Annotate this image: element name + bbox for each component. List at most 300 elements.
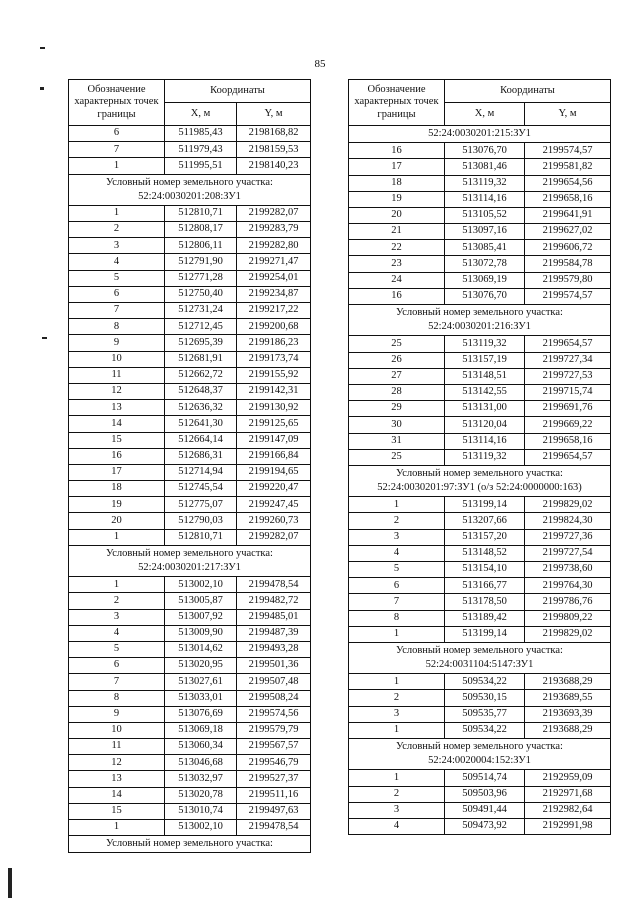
x-coordinate-cell: 513076,70 xyxy=(445,288,525,304)
y-coordinate-cell: 2199501,36 xyxy=(237,658,311,674)
table-row xyxy=(349,513,611,529)
x-coordinate-cell: 513199,14 xyxy=(445,497,525,513)
y-coordinate-cell: 2199282,07 xyxy=(237,205,311,221)
land-plot-number: Условный номер земельного участка: 52:24:0030201:216:ЗУ1 xyxy=(349,305,611,336)
x-coordinate-cell: 509473,92 xyxy=(445,818,525,834)
point-cell: 24 xyxy=(349,272,445,288)
point-cell: 3 xyxy=(349,802,445,818)
x-coordinate-cell: 513076,69 xyxy=(165,706,237,722)
table-row xyxy=(349,368,611,384)
y-coordinate-cell: 2199485,01 xyxy=(237,609,311,625)
y-coordinate-cell: 2199809,22 xyxy=(525,610,611,626)
y-coordinate-cell: 2199579,80 xyxy=(525,272,611,288)
y-coordinate-cell: 2199217,22 xyxy=(237,303,311,319)
section-row xyxy=(349,739,611,770)
table-row xyxy=(349,175,611,191)
x-coordinate-cell: 513085,41 xyxy=(445,240,525,256)
y-coordinate-cell: 2199738,60 xyxy=(525,561,611,577)
table-row xyxy=(69,803,311,819)
section-row xyxy=(69,836,311,853)
table-row xyxy=(349,417,611,433)
point-cell: 6 xyxy=(69,286,165,302)
x-coordinate-cell: 509514,74 xyxy=(445,770,525,786)
x-coordinate-cell: 513069,18 xyxy=(165,722,237,738)
y-coordinate-cell: 2199654,57 xyxy=(525,449,611,465)
table-row xyxy=(69,448,311,464)
coordinates-table-right xyxy=(348,79,611,835)
section-row xyxy=(69,545,311,576)
table-row xyxy=(349,722,611,738)
x-coordinate-cell: 512806,11 xyxy=(165,238,237,254)
x-coordinate-cell: 509534,22 xyxy=(445,722,525,738)
land-plot-number: Условный номер земельного участка: xyxy=(69,836,311,853)
section-row xyxy=(69,174,311,205)
point-cell: 3 xyxy=(69,609,165,625)
point-cell: 4 xyxy=(349,818,445,834)
x-coordinate-cell: 512731,24 xyxy=(165,303,237,319)
table-row xyxy=(349,224,611,240)
y-coordinate-cell: 2193688,29 xyxy=(525,722,611,738)
table-row xyxy=(69,351,311,367)
y-coordinate-cell: 2199581,82 xyxy=(525,159,611,175)
point-cell: 1 xyxy=(349,722,445,738)
point-cell: 21 xyxy=(349,224,445,240)
table-row xyxy=(69,641,311,657)
table-row xyxy=(349,191,611,207)
y-coordinate-cell: 2199764,30 xyxy=(525,578,611,594)
point-cell: 27 xyxy=(349,368,445,384)
x-coordinate-cell: 512648,37 xyxy=(165,383,237,399)
point-cell: 2 xyxy=(349,690,445,706)
point-cell: 5 xyxy=(349,561,445,577)
x-coordinate-cell: 513076,70 xyxy=(445,143,525,159)
point-cell: 3 xyxy=(349,706,445,722)
x-coordinate-cell: 511979,43 xyxy=(165,142,237,158)
point-cell: 2 xyxy=(69,593,165,609)
x-coordinate-cell: 513131,00 xyxy=(445,401,525,417)
x-coordinate-cell: 513010,74 xyxy=(165,803,237,819)
table-row xyxy=(69,529,311,545)
y-coordinate-cell: 2199654,57 xyxy=(525,336,611,352)
table-row xyxy=(69,158,311,174)
x-coordinate-cell: 512745,54 xyxy=(165,481,237,497)
x-coordinate-cell: 512750,40 xyxy=(165,286,237,302)
point-cell: 31 xyxy=(349,433,445,449)
table-row xyxy=(349,706,611,722)
x-coordinate-cell: 513189,42 xyxy=(445,610,525,626)
point-cell: 14 xyxy=(69,787,165,803)
y-coordinate-cell: 2193693,39 xyxy=(525,706,611,722)
table-row xyxy=(349,497,611,513)
y-coordinate-cell: 2199173,74 xyxy=(237,351,311,367)
y-coordinate-cell: 2199606,72 xyxy=(525,240,611,256)
table-row xyxy=(349,433,611,449)
table-row xyxy=(69,254,311,270)
table-row xyxy=(349,272,611,288)
y-coordinate-cell: 2199282,80 xyxy=(237,238,311,254)
point-cell: 10 xyxy=(69,722,165,738)
table-row xyxy=(69,755,311,771)
table-row xyxy=(69,739,311,755)
section-row xyxy=(349,465,611,496)
point-cell: 16 xyxy=(69,448,165,464)
point-cell: 7 xyxy=(349,594,445,610)
y-coordinate-cell: 2199641,91 xyxy=(525,207,611,223)
point-cell: 29 xyxy=(349,401,445,417)
x-coordinate-cell: 513114,16 xyxy=(445,433,525,449)
point-cell: 8 xyxy=(349,610,445,626)
x-coordinate-cell: 513020,78 xyxy=(165,787,237,803)
table-row xyxy=(349,240,611,256)
y-coordinate-cell: 2199574,57 xyxy=(525,143,611,159)
land-plot-number: Условный номер земельного участка: 52:24:0020004:152:ЗУ1 xyxy=(349,739,611,770)
y-coordinate-cell: 2199478,54 xyxy=(237,577,311,593)
x-coordinate-cell: 513009,90 xyxy=(165,625,237,641)
x-coordinate-cell: 509535,77 xyxy=(445,706,525,722)
y-coordinate-cell: 2199247,45 xyxy=(237,497,311,513)
y-coordinate-cell: 2199283,79 xyxy=(237,222,311,238)
y-coordinate-cell: 2199658,16 xyxy=(525,433,611,449)
x-coordinate-cell: 513002,10 xyxy=(165,577,237,593)
table-row xyxy=(349,159,611,175)
x-coordinate-cell: 509530,15 xyxy=(445,690,525,706)
x-coordinate-cell: 513033,01 xyxy=(165,690,237,706)
table-row xyxy=(69,609,311,625)
y-coordinate-cell: 2199260,73 xyxy=(237,513,311,529)
point-cell: 8 xyxy=(69,690,165,706)
table-row xyxy=(69,787,311,803)
y-coordinate-cell: 2199507,48 xyxy=(237,674,311,690)
point-cell: 1 xyxy=(349,626,445,642)
y-coordinate-cell: 2193689,55 xyxy=(525,690,611,706)
x-coordinate-cell: 511995,51 xyxy=(165,158,237,174)
y-coordinate-cell: 2199727,36 xyxy=(525,529,611,545)
point-cell: 13 xyxy=(69,400,165,416)
land-plot-number: 52:24:0030201:215:ЗУ1 xyxy=(349,126,611,143)
x-coordinate-cell: 512686,31 xyxy=(165,448,237,464)
x-coordinate-cell: 513119,32 xyxy=(445,175,525,191)
table-row xyxy=(69,367,311,383)
y-coordinate-cell: 2199147,09 xyxy=(237,432,311,448)
table-row xyxy=(69,432,311,448)
point-cell: 2 xyxy=(349,513,445,529)
table-row xyxy=(69,383,311,399)
header-point-designation: Обозначение характерных точек границы xyxy=(349,80,445,126)
x-coordinate-cell: 513005,87 xyxy=(165,593,237,609)
point-cell: 15 xyxy=(69,803,165,819)
table-row xyxy=(349,384,611,400)
point-cell: 5 xyxy=(69,270,165,286)
point-cell: 23 xyxy=(349,256,445,272)
y-coordinate-cell: 2199186,23 xyxy=(237,335,311,351)
point-cell: 1 xyxy=(349,674,445,690)
y-coordinate-cell: 2199567,57 xyxy=(237,739,311,755)
y-coordinate-cell: 2199478,54 xyxy=(237,820,311,836)
point-cell: 7 xyxy=(69,674,165,690)
y-coordinate-cell: 2199824,30 xyxy=(525,513,611,529)
y-coordinate-cell: 2193688,29 xyxy=(525,674,611,690)
y-coordinate-cell: 2199715,74 xyxy=(525,384,611,400)
x-coordinate-cell: 512771,28 xyxy=(165,270,237,286)
x-coordinate-cell: 513097,16 xyxy=(445,224,525,240)
point-cell: 16 xyxy=(349,143,445,159)
scan-mark-side xyxy=(42,337,47,339)
table-row xyxy=(69,513,311,529)
point-cell: 5 xyxy=(69,641,165,657)
point-cell: 17 xyxy=(349,159,445,175)
y-coordinate-cell: 2199482,72 xyxy=(237,593,311,609)
point-cell: 3 xyxy=(69,238,165,254)
point-cell: 1 xyxy=(349,497,445,513)
y-coordinate-cell: 2199691,76 xyxy=(525,401,611,417)
table-row xyxy=(349,610,611,626)
x-coordinate-cell: 513142,55 xyxy=(445,384,525,400)
table-row xyxy=(69,205,311,221)
y-coordinate-cell: 2192982,64 xyxy=(525,802,611,818)
table-row xyxy=(69,722,311,738)
point-cell: 10 xyxy=(69,351,165,367)
x-coordinate-cell: 513020,95 xyxy=(165,658,237,674)
table-row xyxy=(349,786,611,802)
table-row xyxy=(69,126,311,142)
point-cell: 20 xyxy=(69,513,165,529)
y-coordinate-cell: 2199497,63 xyxy=(237,803,311,819)
point-cell: 3 xyxy=(349,529,445,545)
table-row xyxy=(69,497,311,513)
point-cell: 7 xyxy=(69,303,165,319)
section-row xyxy=(349,126,611,143)
table-row xyxy=(69,400,311,416)
table-row xyxy=(69,625,311,641)
point-cell: 2 xyxy=(349,786,445,802)
y-coordinate-cell: 2199487,39 xyxy=(237,625,311,641)
x-coordinate-cell: 512662,72 xyxy=(165,367,237,383)
land-plot-number: Условный номер земельного участка: 52:24:0031104:5147:ЗУ1 xyxy=(349,642,611,673)
x-coordinate-cell: 513178,50 xyxy=(445,594,525,610)
y-coordinate-cell: 2199282,07 xyxy=(237,529,311,545)
table-row xyxy=(69,820,311,836)
x-coordinate-cell: 513166,77 xyxy=(445,578,525,594)
header-y: Y, м xyxy=(237,103,311,126)
table-row xyxy=(69,416,311,432)
table-row xyxy=(349,256,611,272)
y-coordinate-cell: 2199220,47 xyxy=(237,481,311,497)
x-coordinate-cell: 513207,66 xyxy=(445,513,525,529)
y-coordinate-cell: 2199546,79 xyxy=(237,755,311,771)
point-cell: 20 xyxy=(349,207,445,223)
y-coordinate-cell: 2199200,68 xyxy=(237,319,311,335)
point-cell: 1 xyxy=(69,205,165,221)
x-coordinate-cell: 513032,97 xyxy=(165,771,237,787)
point-cell: 1 xyxy=(69,820,165,836)
table-row xyxy=(349,207,611,223)
point-cell: 11 xyxy=(69,739,165,755)
x-coordinate-cell: 513154,10 xyxy=(445,561,525,577)
scan-mark-top xyxy=(40,47,45,49)
y-coordinate-cell: 2199125,65 xyxy=(237,416,311,432)
y-coordinate-cell: 2199786,76 xyxy=(525,594,611,610)
y-coordinate-cell: 2199142,31 xyxy=(237,383,311,399)
y-coordinate-cell: 2199254,01 xyxy=(237,270,311,286)
y-coordinate-cell: 2198168,82 xyxy=(237,126,311,142)
y-coordinate-cell: 2199579,79 xyxy=(237,722,311,738)
table-row xyxy=(349,594,611,610)
x-coordinate-cell: 513027,61 xyxy=(165,674,237,690)
point-cell: 17 xyxy=(69,464,165,480)
x-coordinate-cell: 513007,92 xyxy=(165,609,237,625)
x-coordinate-cell: 509534,22 xyxy=(445,674,525,690)
coordinates-table-left xyxy=(68,79,311,853)
x-coordinate-cell: 512790,03 xyxy=(165,513,237,529)
point-cell: 6 xyxy=(69,658,165,674)
table-row xyxy=(349,143,611,159)
table-row xyxy=(349,336,611,352)
table-body-left xyxy=(69,126,311,853)
y-coordinate-cell: 2199508,24 xyxy=(237,690,311,706)
table-row xyxy=(69,771,311,787)
point-cell: 19 xyxy=(349,191,445,207)
x-coordinate-cell: 512681,91 xyxy=(165,351,237,367)
x-coordinate-cell: 512810,71 xyxy=(165,205,237,221)
point-cell: 11 xyxy=(69,367,165,383)
table-row xyxy=(69,303,311,319)
table-row xyxy=(69,593,311,609)
point-cell: 30 xyxy=(349,417,445,433)
x-coordinate-cell: 512695,39 xyxy=(165,335,237,351)
point-cell: 18 xyxy=(349,175,445,191)
header-point-designation: Обозначение характерных точек границы xyxy=(69,80,165,126)
point-cell: 2 xyxy=(69,222,165,238)
y-coordinate-cell: 2199829,02 xyxy=(525,626,611,642)
table-row xyxy=(69,577,311,593)
table-row xyxy=(349,578,611,594)
x-coordinate-cell: 513046,68 xyxy=(165,755,237,771)
y-coordinate-cell: 2199194,65 xyxy=(237,464,311,480)
x-coordinate-cell: 509503,96 xyxy=(445,786,525,802)
x-coordinate-cell: 513199,14 xyxy=(445,626,525,642)
x-coordinate-cell: 513148,51 xyxy=(445,368,525,384)
x-coordinate-cell: 513060,34 xyxy=(165,739,237,755)
table-row xyxy=(349,802,611,818)
x-coordinate-cell: 513069,19 xyxy=(445,272,525,288)
point-cell: 6 xyxy=(69,126,165,142)
point-cell: 1 xyxy=(349,770,445,786)
x-coordinate-cell: 513002,10 xyxy=(165,820,237,836)
table-row xyxy=(349,626,611,642)
y-coordinate-cell: 2199511,16 xyxy=(237,787,311,803)
scan-mark-middle xyxy=(40,87,44,90)
x-coordinate-cell: 512712,45 xyxy=(165,319,237,335)
point-cell: 12 xyxy=(69,755,165,771)
point-cell: 19 xyxy=(69,497,165,513)
table-row xyxy=(69,222,311,238)
table-body-right xyxy=(349,126,611,835)
x-coordinate-cell: 512791,90 xyxy=(165,254,237,270)
land-plot-number: Условный номер земельного участка: 52:24:0030201:208:ЗУ1 xyxy=(69,174,311,205)
x-coordinate-cell: 512636,32 xyxy=(165,400,237,416)
y-coordinate-cell: 2199166,84 xyxy=(237,448,311,464)
table-row xyxy=(349,352,611,368)
table-row xyxy=(349,529,611,545)
header-x: X, м xyxy=(445,103,525,126)
y-coordinate-cell: 2198140,23 xyxy=(237,158,311,174)
header-coordinates: Координаты xyxy=(445,80,611,103)
y-coordinate-cell: 2199493,28 xyxy=(237,641,311,657)
section-row xyxy=(349,642,611,673)
y-coordinate-cell: 2199669,22 xyxy=(525,417,611,433)
point-cell: 25 xyxy=(349,336,445,352)
y-coordinate-cell: 2199574,56 xyxy=(237,706,311,722)
x-coordinate-cell: 513114,16 xyxy=(445,191,525,207)
y-coordinate-cell: 2199130,92 xyxy=(237,400,311,416)
x-coordinate-cell: 513157,19 xyxy=(445,352,525,368)
table-row xyxy=(69,690,311,706)
y-coordinate-cell: 2192959,09 xyxy=(525,770,611,786)
y-coordinate-cell: 2199574,57 xyxy=(525,288,611,304)
x-coordinate-cell: 513119,32 xyxy=(445,336,525,352)
x-coordinate-cell: 513148,52 xyxy=(445,545,525,561)
y-coordinate-cell: 2199584,78 xyxy=(525,256,611,272)
table-row xyxy=(349,770,611,786)
x-coordinate-cell: 513119,32 xyxy=(445,449,525,465)
point-cell: 1 xyxy=(69,158,165,174)
land-plot-number: Условный номер земельного участка: 52:24:0030201:97:ЗУ1 (о/з 52:24:0000000:163) xyxy=(349,465,611,496)
table-row xyxy=(69,286,311,302)
point-cell: 4 xyxy=(349,545,445,561)
point-cell: 22 xyxy=(349,240,445,256)
table-row xyxy=(69,238,311,254)
y-coordinate-cell: 2199829,02 xyxy=(525,497,611,513)
point-cell: 13 xyxy=(69,771,165,787)
point-cell: 7 xyxy=(69,142,165,158)
point-cell: 26 xyxy=(349,352,445,368)
y-coordinate-cell: 2199234,87 xyxy=(237,286,311,302)
header-x: X, м xyxy=(165,103,237,126)
point-cell: 14 xyxy=(69,416,165,432)
point-cell: 18 xyxy=(69,481,165,497)
y-coordinate-cell: 2198159,53 xyxy=(237,142,311,158)
point-cell: 15 xyxy=(69,432,165,448)
y-coordinate-cell: 2199727,53 xyxy=(525,368,611,384)
point-cell: 6 xyxy=(349,578,445,594)
point-cell: 9 xyxy=(69,706,165,722)
point-cell: 4 xyxy=(69,254,165,270)
x-coordinate-cell: 509491,44 xyxy=(445,802,525,818)
x-coordinate-cell: 512714,94 xyxy=(165,464,237,480)
point-cell: 1 xyxy=(69,577,165,593)
table-row xyxy=(349,449,611,465)
y-coordinate-cell: 2199654,56 xyxy=(525,175,611,191)
scan-mark-bottom xyxy=(8,868,12,898)
point-cell: 4 xyxy=(69,625,165,641)
y-coordinate-cell: 2199271,47 xyxy=(237,254,311,270)
table-row xyxy=(69,335,311,351)
table-row xyxy=(349,690,611,706)
section-row xyxy=(349,305,611,336)
table-row xyxy=(69,270,311,286)
x-coordinate-cell: 513120,04 xyxy=(445,417,525,433)
table-row xyxy=(69,481,311,497)
page-number: 85 xyxy=(314,58,326,70)
point-cell: 28 xyxy=(349,384,445,400)
x-coordinate-cell: 512808,17 xyxy=(165,222,237,238)
point-cell: 1 xyxy=(69,529,165,545)
table-row xyxy=(349,545,611,561)
table-row xyxy=(69,464,311,480)
x-coordinate-cell: 513072,78 xyxy=(445,256,525,272)
y-coordinate-cell: 2199727,54 xyxy=(525,545,611,561)
header-coordinates: Координаты xyxy=(165,80,311,103)
